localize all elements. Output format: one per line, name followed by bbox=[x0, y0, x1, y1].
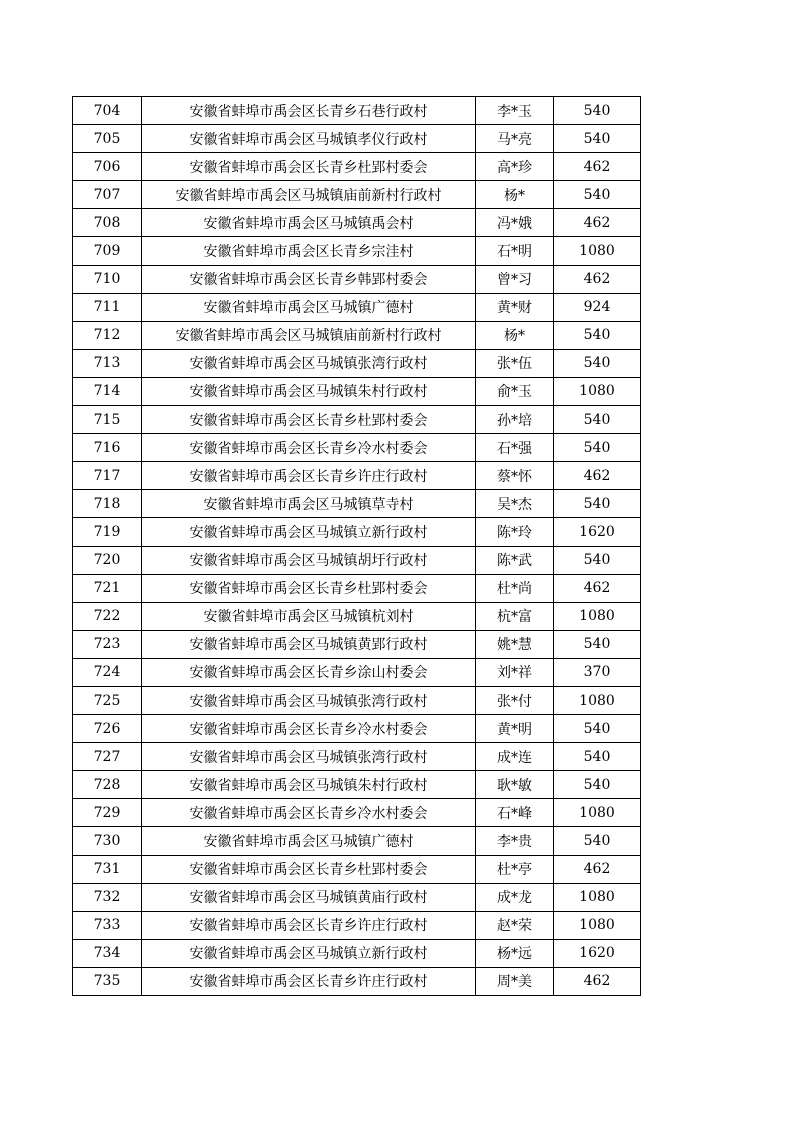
cell-address: 安徽省蚌埠市禹会区长青乡杜郢村委会 bbox=[142, 406, 476, 434]
cell-amount: 540 bbox=[554, 406, 641, 434]
cell-name: 成*龙 bbox=[476, 883, 554, 911]
cell-address: 安徽省蚌埠市禹会区马城镇张湾行政村 bbox=[142, 743, 476, 771]
cell-address: 安徽省蚌埠市禹会区马城镇黄郢行政村 bbox=[142, 630, 476, 658]
cell-number: 717 bbox=[73, 462, 142, 490]
cell-amount: 540 bbox=[554, 97, 641, 125]
table-row bbox=[73, 349, 641, 377]
cell-amount: 462 bbox=[554, 855, 641, 883]
table-row bbox=[73, 911, 641, 939]
cell-number: 722 bbox=[73, 602, 142, 630]
cell-address: 安徽省蚌埠市禹会区马城镇胡圩行政村 bbox=[142, 546, 476, 574]
cell-address: 安徽省蚌埠市禹会区长青乡许庄行政村 bbox=[142, 911, 476, 939]
cell-address: 安徽省蚌埠市禹会区马城镇庙前新村行政村 bbox=[142, 321, 476, 349]
cell-address: 安徽省蚌埠市禹会区马城镇孝仪行政村 bbox=[142, 125, 476, 153]
cell-amount: 540 bbox=[554, 743, 641, 771]
cell-amount: 540 bbox=[554, 434, 641, 462]
cell-address: 安徽省蚌埠市禹会区马城镇立新行政村 bbox=[142, 518, 476, 546]
cell-amount: 1080 bbox=[554, 686, 641, 714]
cell-address: 安徽省蚌埠市禹会区长青乡涂山村委会 bbox=[142, 658, 476, 686]
table-row bbox=[73, 546, 641, 574]
cell-amount: 370 bbox=[554, 658, 641, 686]
cell-number: 721 bbox=[73, 574, 142, 602]
cell-number: 727 bbox=[73, 743, 142, 771]
cell-amount: 462 bbox=[554, 265, 641, 293]
cell-name: 周*美 bbox=[476, 967, 554, 995]
cell-number: 719 bbox=[73, 518, 142, 546]
table-row bbox=[73, 967, 641, 995]
cell-name: 吴*杰 bbox=[476, 490, 554, 518]
table-row bbox=[73, 518, 641, 546]
cell-name: 石*强 bbox=[476, 434, 554, 462]
cell-address: 安徽省蚌埠市禹会区马城镇朱村行政村 bbox=[142, 377, 476, 405]
cell-amount: 1080 bbox=[554, 883, 641, 911]
cell-number: 729 bbox=[73, 799, 142, 827]
table-row bbox=[73, 321, 641, 349]
cell-number: 733 bbox=[73, 911, 142, 939]
cell-name: 刘*祥 bbox=[476, 658, 554, 686]
cell-address: 安徽省蚌埠市禹会区马城镇广德村 bbox=[142, 293, 476, 321]
table-row bbox=[73, 883, 641, 911]
cell-name: 黄*明 bbox=[476, 715, 554, 743]
cell-amount: 540 bbox=[554, 715, 641, 743]
cell-number: 706 bbox=[73, 153, 142, 181]
cell-amount: 1080 bbox=[554, 911, 641, 939]
cell-number: 715 bbox=[73, 406, 142, 434]
table-row bbox=[73, 630, 641, 658]
cell-amount: 540 bbox=[554, 771, 641, 799]
cell-amount: 540 bbox=[554, 349, 641, 377]
cell-number: 716 bbox=[73, 434, 142, 462]
table-row bbox=[73, 377, 641, 405]
cell-number: 728 bbox=[73, 771, 142, 799]
table-row bbox=[73, 97, 641, 125]
cell-number: 720 bbox=[73, 546, 142, 574]
table-row bbox=[73, 743, 641, 771]
cell-address: 安徽省蚌埠市禹会区长青乡冷水村委会 bbox=[142, 434, 476, 462]
table-row bbox=[73, 799, 641, 827]
cell-number: 704 bbox=[73, 97, 142, 125]
table-row bbox=[73, 209, 641, 237]
cell-name: 李*贵 bbox=[476, 827, 554, 855]
table-row bbox=[73, 434, 641, 462]
cell-number: 705 bbox=[73, 125, 142, 153]
cell-name: 曾*习 bbox=[476, 265, 554, 293]
cell-number: 707 bbox=[73, 181, 142, 209]
cell-number: 726 bbox=[73, 715, 142, 743]
cell-address: 安徽省蚌埠市禹会区马城镇立新行政村 bbox=[142, 939, 476, 967]
cell-amount: 1080 bbox=[554, 602, 641, 630]
table-row bbox=[73, 265, 641, 293]
cell-number: 734 bbox=[73, 939, 142, 967]
cell-amount: 540 bbox=[554, 490, 641, 518]
cell-address: 安徽省蚌埠市禹会区长青乡许庄行政村 bbox=[142, 967, 476, 995]
table-row bbox=[73, 125, 641, 153]
cell-number: 731 bbox=[73, 855, 142, 883]
cell-number: 718 bbox=[73, 490, 142, 518]
cell-name: 杜*亭 bbox=[476, 855, 554, 883]
cell-amount: 540 bbox=[554, 546, 641, 574]
table-row bbox=[73, 153, 641, 181]
cell-amount: 1080 bbox=[554, 377, 641, 405]
cell-name: 俞*玉 bbox=[476, 377, 554, 405]
cell-name: 赵*荣 bbox=[476, 911, 554, 939]
cell-address: 安徽省蚌埠市禹会区长青乡冷水村委会 bbox=[142, 715, 476, 743]
cell-name: 成*连 bbox=[476, 743, 554, 771]
table-row bbox=[73, 293, 641, 321]
cell-address: 安徽省蚌埠市禹会区马城镇草寺村 bbox=[142, 490, 476, 518]
cell-amount: 924 bbox=[554, 293, 641, 321]
table-body bbox=[73, 97, 641, 996]
cell-number: 708 bbox=[73, 209, 142, 237]
cell-number: 711 bbox=[73, 293, 142, 321]
cell-name: 石*峰 bbox=[476, 799, 554, 827]
cell-amount: 462 bbox=[554, 574, 641, 602]
table-row bbox=[73, 574, 641, 602]
subsidy-table bbox=[72, 96, 641, 996]
cell-address: 安徽省蚌埠市禹会区长青乡杜郢村委会 bbox=[142, 574, 476, 602]
cell-name: 杨*远 bbox=[476, 939, 554, 967]
cell-amount: 1080 bbox=[554, 799, 641, 827]
cell-amount: 1080 bbox=[554, 237, 641, 265]
table-row bbox=[73, 658, 641, 686]
cell-amount: 540 bbox=[554, 321, 641, 349]
cell-name: 姚*慧 bbox=[476, 630, 554, 658]
cell-name: 杨* bbox=[476, 321, 554, 349]
cell-address: 安徽省蚌埠市禹会区长青乡杜郢村委会 bbox=[142, 855, 476, 883]
cell-address: 安徽省蚌埠市禹会区马城镇黄庙行政村 bbox=[142, 883, 476, 911]
cell-number: 735 bbox=[73, 967, 142, 995]
cell-address: 安徽省蚌埠市禹会区长青乡冷水村委会 bbox=[142, 799, 476, 827]
cell-name: 张*伍 bbox=[476, 349, 554, 377]
cell-address: 安徽省蚌埠市禹会区马城镇庙前新村行政村 bbox=[142, 181, 476, 209]
cell-address: 安徽省蚌埠市禹会区长青乡宗洼村 bbox=[142, 237, 476, 265]
cell-address: 安徽省蚌埠市禹会区长青乡韩郢村委会 bbox=[142, 265, 476, 293]
cell-amount: 462 bbox=[554, 209, 641, 237]
cell-name: 蔡*怀 bbox=[476, 462, 554, 490]
cell-name: 李*玉 bbox=[476, 97, 554, 125]
table-row bbox=[73, 686, 641, 714]
cell-number: 710 bbox=[73, 265, 142, 293]
cell-address: 安徽省蚌埠市禹会区长青乡许庄行政村 bbox=[142, 462, 476, 490]
cell-number: 723 bbox=[73, 630, 142, 658]
cell-number: 730 bbox=[73, 827, 142, 855]
cell-name: 冯*娥 bbox=[476, 209, 554, 237]
cell-address: 安徽省蚌埠市禹会区马城镇张湾行政村 bbox=[142, 686, 476, 714]
cell-amount: 540 bbox=[554, 181, 641, 209]
cell-amount: 540 bbox=[554, 630, 641, 658]
cell-name: 陈*玲 bbox=[476, 518, 554, 546]
cell-address: 安徽省蚌埠市禹会区马城镇杭刘村 bbox=[142, 602, 476, 630]
cell-amount: 540 bbox=[554, 125, 641, 153]
cell-number: 713 bbox=[73, 349, 142, 377]
cell-number: 732 bbox=[73, 883, 142, 911]
cell-name: 杨* bbox=[476, 181, 554, 209]
cell-name: 黄*财 bbox=[476, 293, 554, 321]
cell-name: 马*亮 bbox=[476, 125, 554, 153]
table-row bbox=[73, 855, 641, 883]
cell-amount: 540 bbox=[554, 827, 641, 855]
table-row bbox=[73, 602, 641, 630]
cell-name: 石*明 bbox=[476, 237, 554, 265]
cell-name: 耿*敏 bbox=[476, 771, 554, 799]
cell-address: 安徽省蚌埠市禹会区马城镇朱村行政村 bbox=[142, 771, 476, 799]
cell-address: 安徽省蚌埠市禹会区长青乡石巷行政村 bbox=[142, 97, 476, 125]
cell-address: 安徽省蚌埠市禹会区长青乡杜郢村委会 bbox=[142, 153, 476, 181]
cell-address: 安徽省蚌埠市禹会区马城镇禹会村 bbox=[142, 209, 476, 237]
table-row bbox=[73, 827, 641, 855]
cell-number: 714 bbox=[73, 377, 142, 405]
table-row bbox=[73, 939, 641, 967]
cell-name: 张*付 bbox=[476, 686, 554, 714]
cell-name: 孙*培 bbox=[476, 406, 554, 434]
table-row bbox=[73, 406, 641, 434]
cell-amount: 462 bbox=[554, 153, 641, 181]
cell-name: 陈*武 bbox=[476, 546, 554, 574]
table-row bbox=[73, 490, 641, 518]
cell-address: 安徽省蚌埠市禹会区马城镇张湾行政村 bbox=[142, 349, 476, 377]
cell-name: 杭*富 bbox=[476, 602, 554, 630]
cell-amount: 462 bbox=[554, 967, 641, 995]
cell-amount: 1620 bbox=[554, 939, 641, 967]
cell-amount: 1620 bbox=[554, 518, 641, 546]
table-row bbox=[73, 715, 641, 743]
table-row bbox=[73, 771, 641, 799]
cell-name: 杜*尚 bbox=[476, 574, 554, 602]
cell-address: 安徽省蚌埠市禹会区马城镇广德村 bbox=[142, 827, 476, 855]
cell-number: 724 bbox=[73, 658, 142, 686]
table-row bbox=[73, 181, 641, 209]
cell-amount: 462 bbox=[554, 462, 641, 490]
table-row bbox=[73, 462, 641, 490]
table-row bbox=[73, 237, 641, 265]
cell-number: 712 bbox=[73, 321, 142, 349]
cell-number: 709 bbox=[73, 237, 142, 265]
cell-name: 高*珍 bbox=[476, 153, 554, 181]
cell-number: 725 bbox=[73, 686, 142, 714]
